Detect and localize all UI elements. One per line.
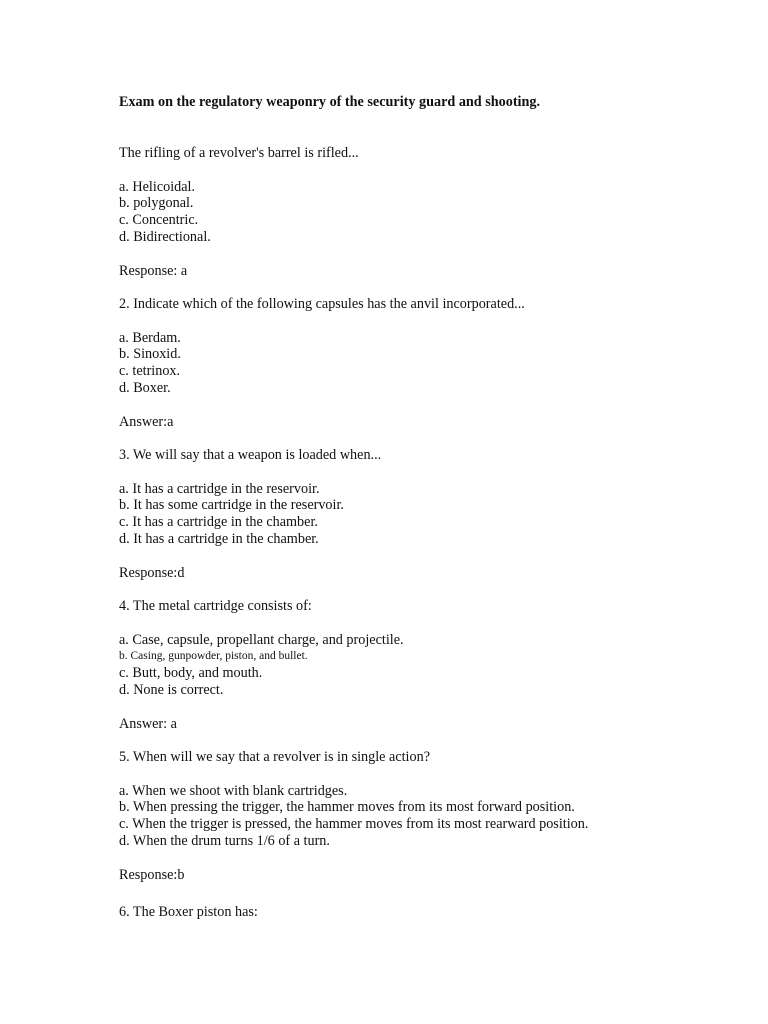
option-b: b. Casing, gunpowder, piston, and bullet. [119,650,308,663]
option-c: c. tetrinox. [119,363,181,380]
option-c: c. Concentric. [119,212,199,229]
question-5 [119,749,588,883]
question-prompt: 5. When will we say that a revolver is in single action? [119,749,430,765]
option-c: c. Butt, body, and mouth. [119,665,263,682]
question-prompt: 6. The Boxer piston has: [119,904,258,920]
option-a: a. It has a cartridge in the reservoir. [119,480,320,497]
option-d: d. None is correct. [119,681,224,698]
option-a: a. Helicoidal. [119,178,196,195]
question-prompt: 3. We will say that a weapon is loaded when... [119,447,382,463]
answer-line: Answer:a [119,413,174,430]
question-prompt: The rifling of a revolver's barrel is rifled... [119,145,359,161]
option-d: d. It has a cartridge in the chamber. [119,530,319,547]
question-3 [119,447,381,581]
document-title: Exam on the regulatory weaponry of the security guard and shooting. [119,94,541,110]
option-a: a. When we shoot with blank cartridges. [119,782,348,799]
question-prompt: 2. Indicate which of the following capsules has the anvil incorporated... [119,296,525,312]
question-1 [119,145,359,279]
option-d: d. Boxer. [119,379,171,396]
option-b: b. When pressing the trigger, the hammer moves from its most forward position. [119,799,575,816]
question-2 [119,296,525,430]
question-prompt: 4. The metal cartridge consists of: [119,598,312,614]
question-4 [119,598,404,732]
answer-line: Response:d [119,564,185,581]
option-c: c. It has a cartridge in the chamber. [119,514,318,531]
option-a: a. Case, capsule, propellant charge, and projectile. [119,631,404,648]
answer-line: Response:b [119,866,185,883]
question-6 [119,904,258,921]
option-c: c. When the trigger is pressed, the hammer moves from its most rearward position. [119,816,589,833]
option-d: d. Bidirectional. [119,228,211,245]
answer-line: Answer: a [119,715,177,732]
answer-line: Response: a [119,262,188,279]
option-a: a. Berdam. [119,329,181,346]
option-d: d. When the drum turns 1/6 of a turn. [119,832,330,849]
option-b: b. It has some cartridge in the reservoir. [119,497,344,514]
option-b: b. polygonal. [119,195,194,212]
option-b: b. Sinoxid. [119,346,181,363]
